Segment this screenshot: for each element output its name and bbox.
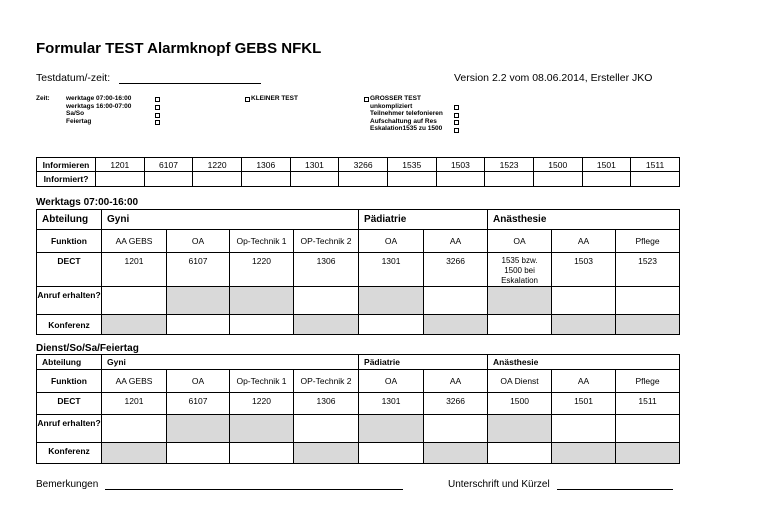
dienst-funktion: OP-Technik 2 [294, 370, 359, 393]
anruf-cell-shaded [230, 415, 294, 443]
werktags-funktion: OA [359, 230, 424, 253]
dienst-dect: 6107 [167, 393, 230, 415]
werktags-dect-label: DECT [37, 253, 102, 287]
konferenz-cell-shaded [616, 443, 680, 464]
informiert-cell[interactable] [436, 172, 485, 187]
konferenz-cell-shaded [294, 315, 359, 335]
konferenz-cell[interactable] [230, 443, 294, 464]
kleiner-test-label: KLEINER TEST [251, 95, 298, 102]
konferenz-cell-shaded [616, 315, 680, 335]
info-label-informiert: Informiert? [37, 172, 96, 187]
werktags-konferenz-row [37, 315, 680, 335]
dienst-konferenz-label: Konferenz [37, 443, 102, 464]
dienst-dect-row [37, 393, 680, 415]
dienst-anruf-row [37, 415, 680, 443]
konferenz-cell[interactable] [230, 315, 294, 335]
informiert-cell[interactable] [241, 172, 290, 187]
dienst-dept-gyni: Gyni [102, 355, 359, 370]
anruf-cell[interactable] [616, 415, 680, 443]
konferenz-cell[interactable] [359, 443, 424, 464]
info-number: 1501 [582, 158, 631, 172]
dienst-funktion: OA [167, 370, 230, 393]
bemerkungen-line[interactable] [105, 489, 403, 490]
anruf-cell-shaded [488, 415, 552, 443]
werktags-funktion: AA GEBS [102, 230, 167, 253]
werktags-funktion: OA [167, 230, 230, 253]
grosser-test-label: GROSSER TEST [370, 95, 421, 102]
dienst-dect: 1220 [230, 393, 294, 415]
zeit-checkbox-3[interactable] [155, 120, 160, 125]
informiert-cell[interactable] [96, 172, 145, 187]
konferenz-cell-shaded [424, 315, 488, 335]
anruf-cell[interactable] [552, 287, 616, 315]
werktags-dect: 1301 [359, 253, 424, 287]
grosser-test-checkbox[interactable] [364, 97, 369, 102]
werktags-anruf-row [37, 287, 680, 315]
werktags-section-title: Werktags 07:00-16:00 [36, 197, 139, 208]
info-number: 3266 [339, 158, 388, 172]
dienst-abteilung-row [37, 355, 680, 370]
werktags-funktion-row [37, 230, 680, 253]
unterschrift-line[interactable] [557, 489, 673, 490]
dienst-table [36, 354, 680, 464]
informiert-cell[interactable] [533, 172, 582, 187]
zeit-checkbox-2[interactable] [155, 113, 160, 118]
anruf-cell[interactable] [424, 287, 488, 315]
anruf-cell[interactable] [424, 415, 488, 443]
werktags-dect: 1503 [552, 253, 616, 287]
grosser-checkbox-2[interactable] [454, 120, 459, 125]
konferenz-cell-shaded [102, 315, 167, 335]
grosser-checkbox-0[interactable] [454, 105, 459, 110]
info-label-informieren: Informieren [37, 158, 96, 172]
dienst-dect: 1501 [552, 393, 616, 415]
werktags-anruf-label: Anruf erhalten? [37, 287, 102, 315]
informiert-cell[interactable] [193, 172, 242, 187]
anruf-cell[interactable] [102, 287, 167, 315]
anruf-cell-shaded [488, 287, 552, 315]
info-row-informieren [37, 158, 680, 172]
info-number: 1306 [241, 158, 290, 172]
bemerkungen-field[interactable] [36, 479, 403, 490]
grosser-checkbox-3[interactable] [454, 128, 459, 133]
werktags-dept-gyni: Gyni [102, 210, 359, 230]
dienst-dept-anaesthesie: Anästhesie [488, 355, 680, 370]
kleiner-test-checkbox[interactable] [245, 97, 250, 102]
informiert-cell[interactable] [339, 172, 388, 187]
informiert-cell[interactable] [387, 172, 436, 187]
informiert-cell[interactable] [290, 172, 339, 187]
testdatum-field[interactable] [36, 72, 261, 84]
werktags-abteilung-label: Abteilung [37, 210, 102, 230]
dienst-funktion-row [37, 370, 680, 393]
informiert-cell[interactable] [631, 172, 680, 187]
grosser-item-0: unkompliziert [370, 102, 413, 110]
zeit-item-3: Feiertag [66, 117, 92, 125]
dienst-dect: 3266 [424, 393, 488, 415]
informiert-cell[interactable] [485, 172, 534, 187]
info-number: 1511 [631, 158, 680, 172]
grosser-item-2: Aufschaltung auf Res [370, 117, 437, 125]
informiert-cell[interactable] [144, 172, 193, 187]
info-number: 1523 [485, 158, 534, 172]
werktags-dect: 6107 [167, 253, 230, 287]
info-number: 6107 [144, 158, 193, 172]
werktags-dect: 1201 [102, 253, 167, 287]
grosser-checkbox-1[interactable] [454, 113, 459, 118]
anruf-cell[interactable] [294, 287, 359, 315]
konferenz-cell-shaded [294, 443, 359, 464]
dienst-dect: 1201 [102, 393, 167, 415]
form-title: Formular TEST Alarmknopf GEBS NFKL [36, 40, 322, 57]
werktags-funktion-label: Funktion [37, 230, 102, 253]
werktags-dect: 1306 [294, 253, 359, 287]
konferenz-cell-shaded [424, 443, 488, 464]
werktags-dect: 1220 [230, 253, 294, 287]
testdatum-line[interactable] [119, 83, 261, 84]
info-number: 1301 [290, 158, 339, 172]
werktags-funktion: OP-Technik 2 [294, 230, 359, 253]
version-text: Version 2.2 vom 08.06.2014, Ersteller JKO [454, 72, 653, 84]
anruf-cell-shaded [359, 415, 424, 443]
konferenz-cell[interactable] [167, 315, 230, 335]
dienst-funktion: OA Dienst [488, 370, 552, 393]
dienst-funktion: AA GEBS [102, 370, 167, 393]
info-number: 1535 [387, 158, 436, 172]
werktags-funktion: AA [552, 230, 616, 253]
werktags-table [36, 209, 680, 335]
konferenz-cell[interactable] [167, 443, 230, 464]
dienst-dect: 1511 [616, 393, 680, 415]
info-row-informiert [37, 172, 680, 187]
zeit-item-1: werktags 16:00-07:00 [66, 102, 132, 110]
dienst-abteilung-label: Abteilung [37, 355, 102, 370]
info-number: 1503 [436, 158, 485, 172]
konferenz-cell-shaded [102, 443, 167, 464]
konferenz-cell-shaded [552, 443, 616, 464]
dienst-funktion: AA [424, 370, 488, 393]
anruf-cell[interactable] [102, 415, 167, 443]
werktags-dept-anaesthesie: Anästhesie [488, 210, 680, 230]
unterschrift-field[interactable] [448, 479, 673, 490]
info-number: 1500 [533, 158, 582, 172]
dienst-dept-paediatrie: Pädiatrie [359, 355, 488, 370]
zeit-checkbox-0[interactable] [155, 97, 160, 102]
anruf-cell-shaded [167, 415, 230, 443]
werktags-funktion: Op-Technik 1 [230, 230, 294, 253]
anruf-cell-shaded [230, 287, 294, 315]
werktags-funktion: Pflege [616, 230, 680, 253]
werktags-dept-paediatrie: Pädiatrie [359, 210, 488, 230]
anruf-cell[interactable] [294, 415, 359, 443]
grosser-item-3: Eskalation1535 zu 1500 [370, 125, 443, 133]
bemerkungen-label: Bemerkungen [36, 479, 99, 490]
info-number: 1220 [193, 158, 242, 172]
dienst-dect: 1500 [488, 393, 552, 415]
dienst-konferenz-row [37, 443, 680, 464]
dienst-funktion: Op-Technik 1 [230, 370, 294, 393]
konferenz-cell[interactable] [359, 315, 424, 335]
dienst-funktion: Pflege [616, 370, 680, 393]
zeit-item-2: Sa/So [66, 110, 85, 118]
werktags-konferenz-label: Konferenz [37, 315, 102, 335]
info-table [36, 157, 680, 187]
testdatum-label: Testdatum/-zeit: [36, 72, 111, 84]
zeit-checkbox-1[interactable] [155, 105, 160, 110]
dienst-funktion-label: Funktion [37, 370, 102, 393]
werktags-dect: 1535 bzw. 1500 bei Eskalation [488, 253, 552, 287]
zeit-label: Zeit: [36, 95, 50, 102]
werktags-funktion: OA [488, 230, 552, 253]
werktags-abteilung-row [37, 210, 680, 230]
unterschrift-label: Unterschrift und Kürzel [448, 479, 550, 490]
dienst-dect: 1301 [359, 393, 424, 415]
werktags-dect: 3266 [424, 253, 488, 287]
dienst-dect-label: DECT [37, 393, 102, 415]
zeit-item-0: werktage 07:00-16:00 [66, 95, 132, 102]
anruf-cell-shaded [167, 287, 230, 315]
konferenz-cell[interactable] [488, 443, 552, 464]
werktags-dect-row [37, 253, 680, 287]
dienst-funktion: OA [359, 370, 424, 393]
konferenz-cell-shaded [552, 315, 616, 335]
dienst-dect: 1306 [294, 393, 359, 415]
werktags-funktion: AA [424, 230, 488, 253]
dienst-funktion: AA [552, 370, 616, 393]
anruf-cell[interactable] [552, 415, 616, 443]
informiert-cell[interactable] [582, 172, 631, 187]
werktags-dect: 1523 [616, 253, 680, 287]
anruf-cell-shaded [359, 287, 424, 315]
anruf-cell[interactable] [616, 287, 680, 315]
dienst-section-title: Dienst/So/Sa/Feiertag [36, 343, 139, 354]
konferenz-cell[interactable] [488, 315, 552, 335]
grosser-item-1: Teilnehmer telefonieren [370, 110, 443, 118]
dienst-anruf-label: Anruf erhalten? [37, 415, 102, 443]
info-number: 1201 [96, 158, 145, 172]
